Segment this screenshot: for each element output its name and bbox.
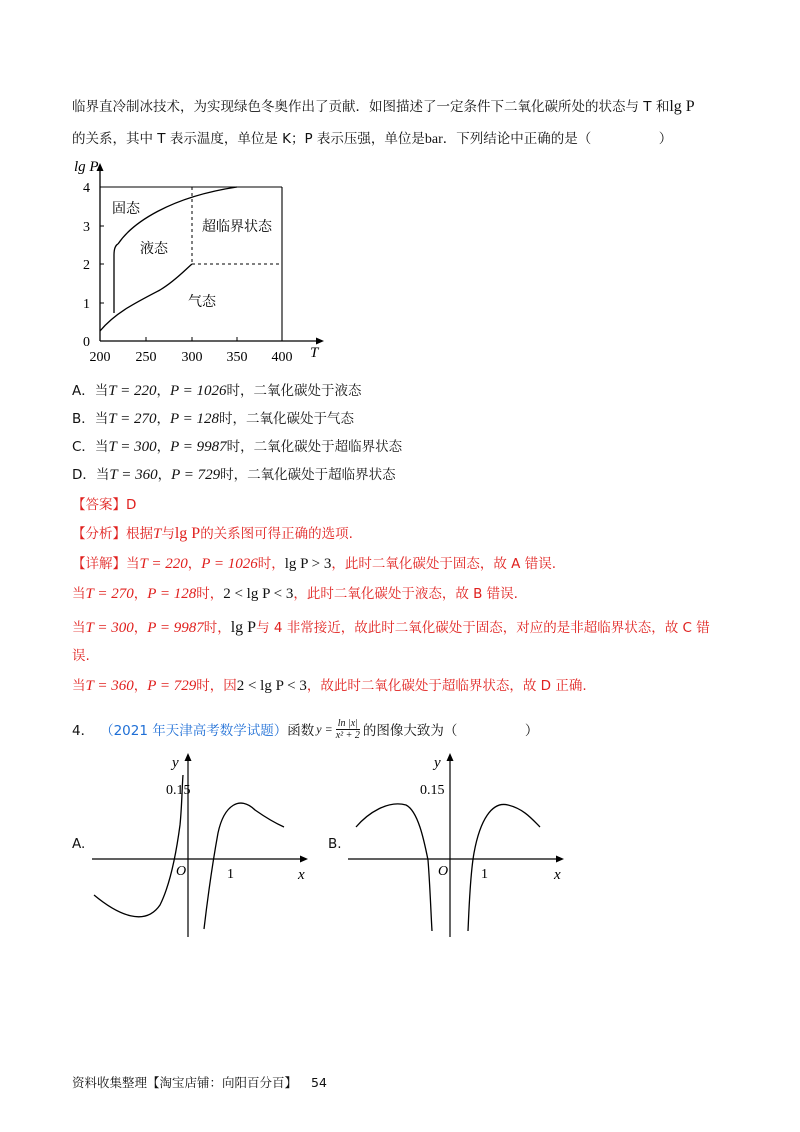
detail3-t: T = 300	[85, 620, 134, 636]
detail-line-2: 当T = 270，P = 128时，2 < lg P < 3，此时二氧化碳处于液态，故 B 错误.	[72, 586, 518, 602]
option-b-t: T = 270	[108, 411, 157, 427]
option-a-text: 时，二氧化碳处于液态	[226, 383, 362, 399]
detail3-post2: 误.	[72, 648, 90, 664]
x-tick-label: 350	[226, 350, 248, 365]
option-c-label: C．当	[72, 439, 109, 455]
option-d-text: 时，二氧化碳处于超临界状态	[220, 467, 396, 483]
y-tick-label: 2	[83, 258, 90, 273]
intro-text-2b: ．下列结论中正确的是（ ）	[442, 131, 673, 147]
detail3-condition: lg P	[230, 619, 257, 636]
graph-a-one: 1	[227, 867, 234, 882]
option-a-label: A．当	[72, 383, 109, 399]
problem4-source: （2021 年天津高考数学试题）	[100, 723, 288, 739]
graph-b-one: 1	[481, 867, 488, 882]
option-c-text: 时，二氧化碳处于超临界状态	[226, 439, 403, 455]
option-d-label: D．当	[72, 467, 110, 483]
detail3-pre: 当	[72, 620, 86, 636]
problem4-number: 4．	[72, 723, 95, 739]
graph-b	[346, 745, 568, 940]
answer-value: D	[126, 497, 137, 513]
page-number: 54	[311, 1075, 327, 1090]
option-c: C．当T = 300，P = 9987时，二氧化碳处于超临界状态	[72, 439, 403, 455]
analysis-line	[72, 523, 353, 545]
answer-tag: 【答案】	[72, 497, 126, 513]
region-supercritical-label: 超临界状态	[202, 219, 272, 235]
y-tick-label: 3	[83, 220, 90, 235]
x-axis-arrow	[316, 338, 324, 345]
answer-line	[72, 494, 136, 516]
option-d-t: T = 360	[109, 467, 158, 483]
x-tick-label: 400	[271, 350, 293, 365]
graph-b-y-label: y	[434, 755, 441, 771]
option-b: B．当T = 270，P = 128时，二氧化碳处于气态	[72, 411, 354, 427]
x-tick-label: 200	[89, 350, 111, 365]
problem3-intro-line2	[72, 128, 672, 151]
analysis-tag: 【分析】	[72, 526, 126, 542]
graph-a-y-label: y	[172, 755, 179, 771]
detail2-t: T = 270	[85, 586, 134, 602]
analysis-text-a: 根据	[126, 526, 153, 542]
graph-b-curve-left	[356, 804, 432, 931]
detail4-condition: 2 < lg P < 3	[236, 678, 307, 694]
detail-line-1: 【详解】当T = 220，P = 1026时，lg P > 3，此时二氧化碳处于固态，故 A 错误.	[72, 556, 556, 572]
graph-b-x-arrow	[556, 856, 564, 863]
graph-b-x-label: x	[554, 867, 561, 883]
detail4-p: P = 729	[147, 678, 197, 694]
graph-b-curve-right	[468, 804, 540, 931]
detail4-mid: 时，因	[196, 678, 237, 694]
detail3-p: P = 9987	[147, 620, 204, 636]
detail3-mid: 时，	[203, 620, 231, 636]
graph-b-y-arrow	[447, 753, 454, 761]
detail4-post: ，故此时二氧化碳处于超临界状态，故 D 正确.	[306, 678, 587, 694]
graph-a-origin: O	[176, 864, 187, 879]
footer-text: 资料收集整理【淘宝店铺：向阳百分百】	[72, 1075, 298, 1090]
function-fraction	[336, 718, 360, 741]
graph-a	[90, 745, 312, 940]
detail-tag: 【详解】	[72, 556, 126, 572]
detail1-t: T = 220	[139, 556, 188, 572]
region-gas-label: 气态	[188, 294, 216, 310]
detail4-t: T = 360	[85, 678, 134, 694]
analysis-var-t: T	[153, 526, 162, 542]
graph-a-x-arrow	[300, 856, 308, 863]
detail3-post: 与 4 非常接近，故此时二氧化碳处于固态，对应的是非超临界状态，故 C 错	[256, 620, 710, 636]
region-solid-label: 固态	[112, 201, 140, 217]
problem3-intro-line1	[72, 96, 695, 118]
melting-curve	[114, 244, 118, 313]
detail-line-3b	[72, 645, 90, 667]
detail1-post: ，此时二氧化碳处于固态，故 A 错误.	[331, 556, 556, 572]
x-tick-label: 300	[181, 350, 203, 365]
graph-a-y-arrow	[185, 753, 192, 761]
option-a-marker: A.	[72, 836, 86, 852]
option-b-marker: B.	[328, 836, 342, 852]
detail2-post: ，此时二氧化碳处于液态，故 B 错误.	[293, 586, 518, 602]
analysis-var-lgp: lg P	[174, 525, 201, 542]
fraction-denominator: x² + 2	[335, 729, 360, 741]
footer	[72, 1073, 327, 1091]
detail-line-4: 当T = 360，P = 729时，因2 < lg P < 3，故此时二氧化碳处于超临界状态，故 D 正确.	[72, 678, 587, 694]
intro-text-1: 临界直冷制冰技术，为实现绿色冬奥作出了贡献．如图描述了一定条件下二氧化碳所处的状态与 T 和	[72, 99, 670, 115]
detail1-condition: lg P > 3	[284, 556, 332, 572]
option-a-p: P = 1026	[169, 383, 227, 399]
intro-var-lgp: lg P	[669, 98, 695, 115]
detail1-pre: 当	[126, 556, 140, 572]
option-d: D．当T = 360，P = 729时，二氧化碳处于超临界状态	[72, 467, 396, 483]
function-y: y =	[316, 721, 333, 736]
y-tick-label: 0	[83, 335, 90, 350]
x-axis-label: T	[310, 345, 319, 361]
detail1-mid: 时，	[257, 556, 285, 572]
intro-unit: bar	[424, 132, 443, 147]
graph-b-origin: O	[438, 864, 449, 879]
option-c-p: P = 9987	[170, 439, 227, 455]
option-c-t: T = 300	[108, 439, 157, 455]
x-tick-label: 250	[135, 350, 157, 365]
analysis-text-c: 的关系图可得正确的选项.	[200, 526, 353, 542]
detail-line-3: 当T = 300，P = 9987时，lg P与 4 非常接近，故此时二氧化碳处于固态，对应的是非超临界状态，故 C 错	[72, 619, 710, 636]
option-b-text: 时，二氧化碳处于气态	[218, 411, 354, 427]
detail2-p: P = 128	[147, 586, 197, 602]
y-tick-label: 4	[83, 181, 90, 196]
option-a: A．当T = 220，P = 1026时，二氧化碳处于液态	[72, 383, 362, 399]
graph-a-x-label: x	[298, 867, 305, 883]
phase-diagram	[60, 155, 330, 365]
y-tick-label: 1	[83, 297, 90, 312]
fraction-numerator: ln |x|	[337, 717, 358, 729]
detail4-pre: 当	[72, 678, 86, 694]
region-liquid-label: 液态	[140, 241, 168, 257]
problem4-stem	[72, 712, 538, 746]
detail2-condition: 2 < lg P < 3	[223, 586, 294, 602]
detail2-mid: 时，	[196, 586, 224, 602]
option-b-p: P = 128	[169, 411, 219, 427]
y-axis-label: lg P	[74, 159, 99, 175]
graph-a-peak: 0.15	[166, 783, 191, 798]
graph-b-peak: 0.15	[420, 783, 445, 798]
detail2-pre: 当	[72, 586, 86, 602]
intro-text-2a: 的关系，其中 T 表示温度，单位是 K；P 表示压强，单位是	[72, 131, 425, 147]
analysis-text-b: 与	[161, 526, 175, 542]
option-a-t: T = 220	[108, 383, 157, 399]
option-d-p: P = 729	[171, 467, 221, 483]
option-b-label: B．当	[72, 411, 109, 427]
detail1-p: P = 1026	[201, 556, 258, 572]
problem4-text-b: 的图像大致为（ ）	[362, 723, 539, 739]
graph-a-curve-right	[204, 803, 284, 929]
problem4-text-a: 函数	[287, 723, 315, 739]
